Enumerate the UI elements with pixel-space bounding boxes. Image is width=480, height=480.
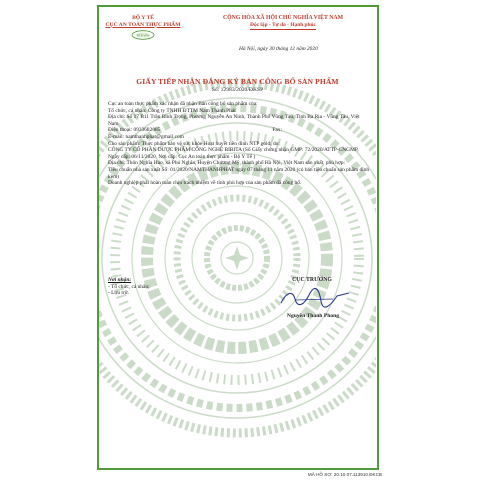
motto: Độc lập - Tự do - Hạnh phúc (197, 22, 369, 30)
body-intro: Cục an toàn thực phẩm xác nhận đã nhận Bản công bố sản phẩm của: (108, 101, 258, 107)
manufacturer-text: CÔNG TY CỔ PHẦN DƯỢC PHẨM CÔNG NGHỆ BIBITA (Số Giấy chứng nhận GMP: 72/2020/ATTP-CNGMP, Ngày cấp: 06/11/2020, Nơi cấp: Cục An toàn thực phẩm - Bộ Y Tế ) (108, 147, 359, 160)
email-text: E-mail: namthanhphat@gmail.com (108, 133, 184, 140)
logo-text: ĐTP VFA (136, 33, 150, 38)
dossier-code: MÃ HỒ SƠ: 20.10.07.113910.ĐKCB (307, 472, 382, 477)
ministry-name: BỘ Y TẾ (132, 15, 154, 21)
handwritten-signature (275, 287, 355, 309)
phone-text: Điện thoại: 0933682085 (108, 127, 161, 134)
recipient-item: - Lưu trữ. (108, 290, 129, 297)
manufacturer-address: Địa chỉ: Thôn Nghĩa Hảo, xã Phú Nghĩa, Huyện Chương Mỹ, thành phố Hà Nội, Việt Nam sản xuất, phù hợp: (108, 160, 346, 167)
recipient-item: - Tổ chức, cá nhân; (108, 283, 150, 290)
commitment-text: Doanh nghiệp phải hoàn toàn chịu trách nhiệm về tính phù hợp của sản phẩm đã công bố. (108, 180, 302, 187)
signer-name: Nguyễn Thanh Phong (286, 313, 340, 319)
signer-title-block (257, 277, 367, 283)
national-motto (197, 15, 369, 30)
department-name: CỤC AN TOÀN THỰC PHẨM (105, 21, 181, 28)
issuing-authority (105, 15, 181, 28)
fax-text: Fax: (272, 127, 282, 134)
signer-title: CỤC TRƯỞNG (292, 277, 332, 283)
contact-row (108, 127, 370, 134)
country-name: CỘNG HÒA XÃ HỘI CHỦ NGHĨA VIỆT NAM (222, 15, 344, 21)
registration-number: Số: 12983/2020/ĐKSP (211, 87, 264, 93)
certificate-document (97, 5, 379, 470)
standard-text: Tiêu chuẩn nhà sản xuất Số: 01/2020/NAMTHANHPHAT ngày 07 tháng 11 năm 2020 (có bản tiêu chuẩn sản phẩm đính kèm) (108, 166, 370, 180)
issue-date: Hà Nội, ngày 30 tháng 12 năm 2020 (239, 46, 318, 52)
body-address: Địa chỉ: Số 17 B11 Trần Bình Trọng, Phường Nguyễn An Ninh, Thành Phố Vũng Tàu, Tỉnh Bà Rịa - Vũng Tàu, Việt Nam (108, 114, 360, 127)
recipients-label: Nơi nhận: (108, 277, 132, 283)
product-text: Cho sản phẩm: Thực phẩm bảo vệ sức khỏe Hoạt huyết tiền đình NTP gold; do: (108, 140, 280, 147)
vfa-logo-icon (131, 30, 155, 40)
document-body (108, 101, 370, 187)
body-organization: Tổ chức, cá nhân: Công ty TNHH ĐTTM Nam Thành Phát (108, 107, 236, 114)
document-title: GIẤY TIẾP NHẬN ĐĂNG KÝ BẢN CÔNG BỐ SẢN PHẨM (136, 77, 339, 86)
recipients-block (108, 277, 150, 297)
